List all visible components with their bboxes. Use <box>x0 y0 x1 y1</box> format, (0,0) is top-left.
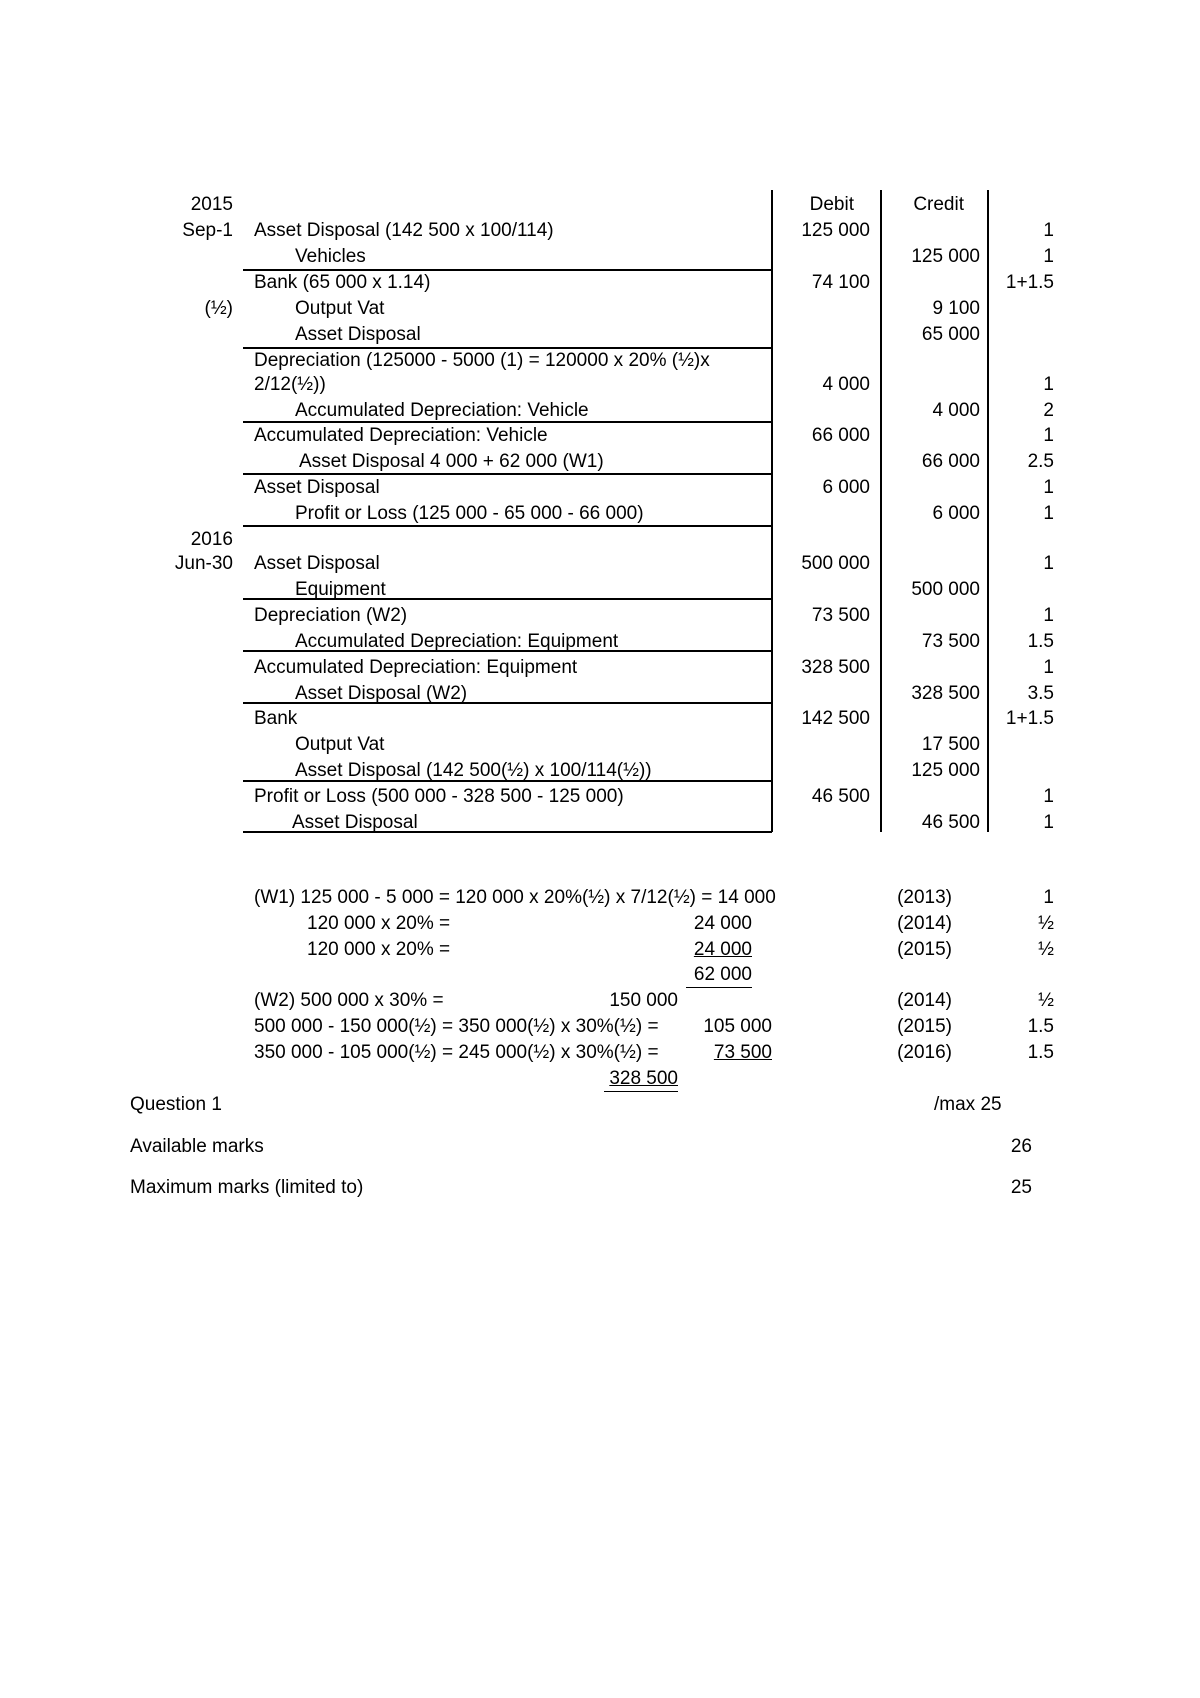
entry-divider <box>243 421 772 423</box>
maximum-marks-label: Maximum marks (limited to) <box>130 1177 364 1198</box>
question-max: /max 25 <box>934 1094 1002 1115</box>
working-amount: 73 500 <box>713 1042 772 1063</box>
marks: 1 <box>1043 425 1054 446</box>
working-mark: ½ <box>1038 939 1054 960</box>
credit-header: Credit <box>913 194 964 215</box>
working-w1-calc: (W1) 125 000 - 5 000 = 120 000 x 20%(½) x 7/12(½) = 14 000 <box>254 887 776 908</box>
working-calc: 120 000 x 20% = <box>307 913 451 934</box>
total-underline <box>604 1091 678 1092</box>
entry-description: Accumulated Depreciation: Equipment <box>254 657 578 678</box>
debit-amount: 328 500 <box>801 657 870 678</box>
entry-description: Asset Disposal (142 500(½) x 100/114(½)) <box>295 760 652 781</box>
entry-divider <box>243 598 772 600</box>
debit-amount: 46 500 <box>811 786 870 807</box>
entry-description: Bank (65 000 x 1.14) <box>254 272 431 293</box>
working-amount: 105 000 <box>703 1016 772 1037</box>
marks: 1 <box>1043 605 1054 626</box>
working-w2-total: 328 500 <box>609 1068 678 1089</box>
working-mark: 1 <box>1043 887 1054 908</box>
entry-divider <box>243 473 772 475</box>
entry-description: Output Vat <box>295 734 385 755</box>
entry-description: Asset Disposal <box>295 324 421 345</box>
credit-amount: 66 000 <box>921 451 980 472</box>
debit-amount: 66 000 <box>811 425 870 446</box>
entry-description: Asset Disposal <box>254 477 380 498</box>
marks: 1 <box>1043 657 1054 678</box>
working-amount: 150 000 <box>609 990 678 1011</box>
available-marks-label: Available marks <box>130 1136 264 1157</box>
marks: 2 <box>1043 400 1054 421</box>
marks: 1 <box>1043 812 1054 833</box>
debit-amount: 74 100 <box>811 272 870 293</box>
marks: 1 <box>1043 374 1054 395</box>
marks: 1+1.5 <box>1005 708 1054 729</box>
credit-amount: 125 000 <box>911 760 980 781</box>
working-calc: 120 000 x 20% = <box>307 939 451 960</box>
debit-header: Debit <box>809 194 854 215</box>
working-calc: 500 000 - 150 000(½) = 350 000(½) x 30%(½) = <box>254 1016 659 1037</box>
working-w1-total: 62 000 <box>693 964 752 985</box>
working-w2-calc: (W2) 500 000 x 30% = <box>254 990 444 1011</box>
working-mark: ½ <box>1038 990 1054 1011</box>
entry-divider <box>243 650 772 652</box>
entry-description: Output Vat <box>295 298 385 319</box>
debit-amount: 6 000 <box>822 477 870 498</box>
maximum-marks-value: 25 <box>1010 1177 1032 1198</box>
working-calc: 350 000 - 105 000(½) = 245 000(½) x 30%(½) = <box>254 1042 659 1063</box>
credit-column-divider <box>880 190 882 832</box>
year-2015: 2015 <box>190 194 233 215</box>
entry-description: Asset Disposal <box>254 553 380 574</box>
debit-column-divider <box>771 190 773 832</box>
working-year: (2015) <box>897 1016 952 1037</box>
entry-description: Profit or Loss (500 000 - 328 500 - 125 000) <box>254 786 624 807</box>
entry-divider <box>243 347 772 349</box>
debit-amount: 500 000 <box>801 553 870 574</box>
marks: 1 <box>1043 786 1054 807</box>
entry-date: (½) <box>204 298 233 319</box>
marks: 1 <box>1043 503 1054 524</box>
debit-amount: 142 500 <box>801 708 870 729</box>
marks-column-divider <box>987 190 989 832</box>
credit-amount: 6 000 <box>932 503 980 524</box>
entry-description: Vehicles <box>295 246 366 267</box>
available-marks-value: 26 <box>1010 1136 1032 1157</box>
entry-date: Sep-1 <box>182 220 233 241</box>
marks: 1.5 <box>1027 631 1054 652</box>
credit-amount: 125 000 <box>911 246 980 267</box>
entry-divider <box>243 702 772 704</box>
entry-description: Accumulated Depreciation: Vehicle <box>295 400 589 421</box>
working-year: (2015) <box>897 939 952 960</box>
entry-description: 2/12(½)) <box>254 374 326 395</box>
entry-description: Equipment <box>295 579 386 600</box>
working-mark: 1.5 <box>1027 1016 1054 1037</box>
entry-description: Asset Disposal (142 500 x 100/114) <box>254 220 554 241</box>
working-year: (2016) <box>897 1042 952 1063</box>
credit-amount: 328 500 <box>911 683 980 704</box>
entry-description: Asset Disposal <box>292 812 418 833</box>
marks: 1 <box>1043 477 1054 498</box>
marks: 1+1.5 <box>1005 272 1054 293</box>
credit-amount: 9 100 <box>932 298 980 319</box>
working-mark: ½ <box>1038 913 1054 934</box>
entry-description: Accumulated Depreciation: Vehicle <box>254 425 548 446</box>
entry-description: Asset Disposal (W2) <box>295 683 468 704</box>
entry-divider <box>243 780 772 782</box>
entry-description: Asset Disposal 4 000 + 62 000 (W1) <box>299 451 604 472</box>
working-amount: 24 000 <box>693 939 752 960</box>
marks: 1 <box>1043 220 1054 241</box>
total-underline <box>686 987 752 988</box>
entry-divider <box>243 525 772 527</box>
debit-amount: 125 000 <box>801 220 870 241</box>
marks: 3.5 <box>1027 683 1054 704</box>
marks: 2.5 <box>1027 451 1054 472</box>
marks: 1 <box>1043 553 1054 574</box>
marks: 1 <box>1043 246 1054 267</box>
working-year: (2013) <box>897 887 952 908</box>
working-amount: 24 000 <box>693 913 752 934</box>
credit-amount: 46 500 <box>921 812 980 833</box>
credit-amount: 4 000 <box>932 400 980 421</box>
debit-amount: 4 000 <box>822 374 870 395</box>
entry-divider <box>243 269 772 271</box>
entry-date: Jun-30 <box>174 553 233 574</box>
entry-description: Depreciation (W2) <box>254 605 408 626</box>
credit-amount: 500 000 <box>911 579 980 600</box>
working-year: (2014) <box>897 990 952 1011</box>
year-2016: 2016 <box>190 529 233 550</box>
working-mark: 1.5 <box>1027 1042 1054 1063</box>
entry-divider <box>243 831 772 833</box>
working-year: (2014) <box>897 913 952 934</box>
entry-description: Bank <box>254 708 298 729</box>
credit-amount: 73 500 <box>921 631 980 652</box>
entry-description: Accumulated Depreciation: Equipment <box>295 631 619 652</box>
debit-amount: 73 500 <box>811 605 870 626</box>
entry-description: Profit or Loss (125 000 - 65 000 - 66 000) <box>295 503 644 524</box>
question-label: Question 1 <box>130 1094 222 1115</box>
credit-amount: 65 000 <box>921 324 980 345</box>
entry-description: Depreciation (125000 - 5000 (1) = 120000 x 20% (½)x <box>254 350 710 371</box>
credit-amount: 17 500 <box>921 734 980 755</box>
